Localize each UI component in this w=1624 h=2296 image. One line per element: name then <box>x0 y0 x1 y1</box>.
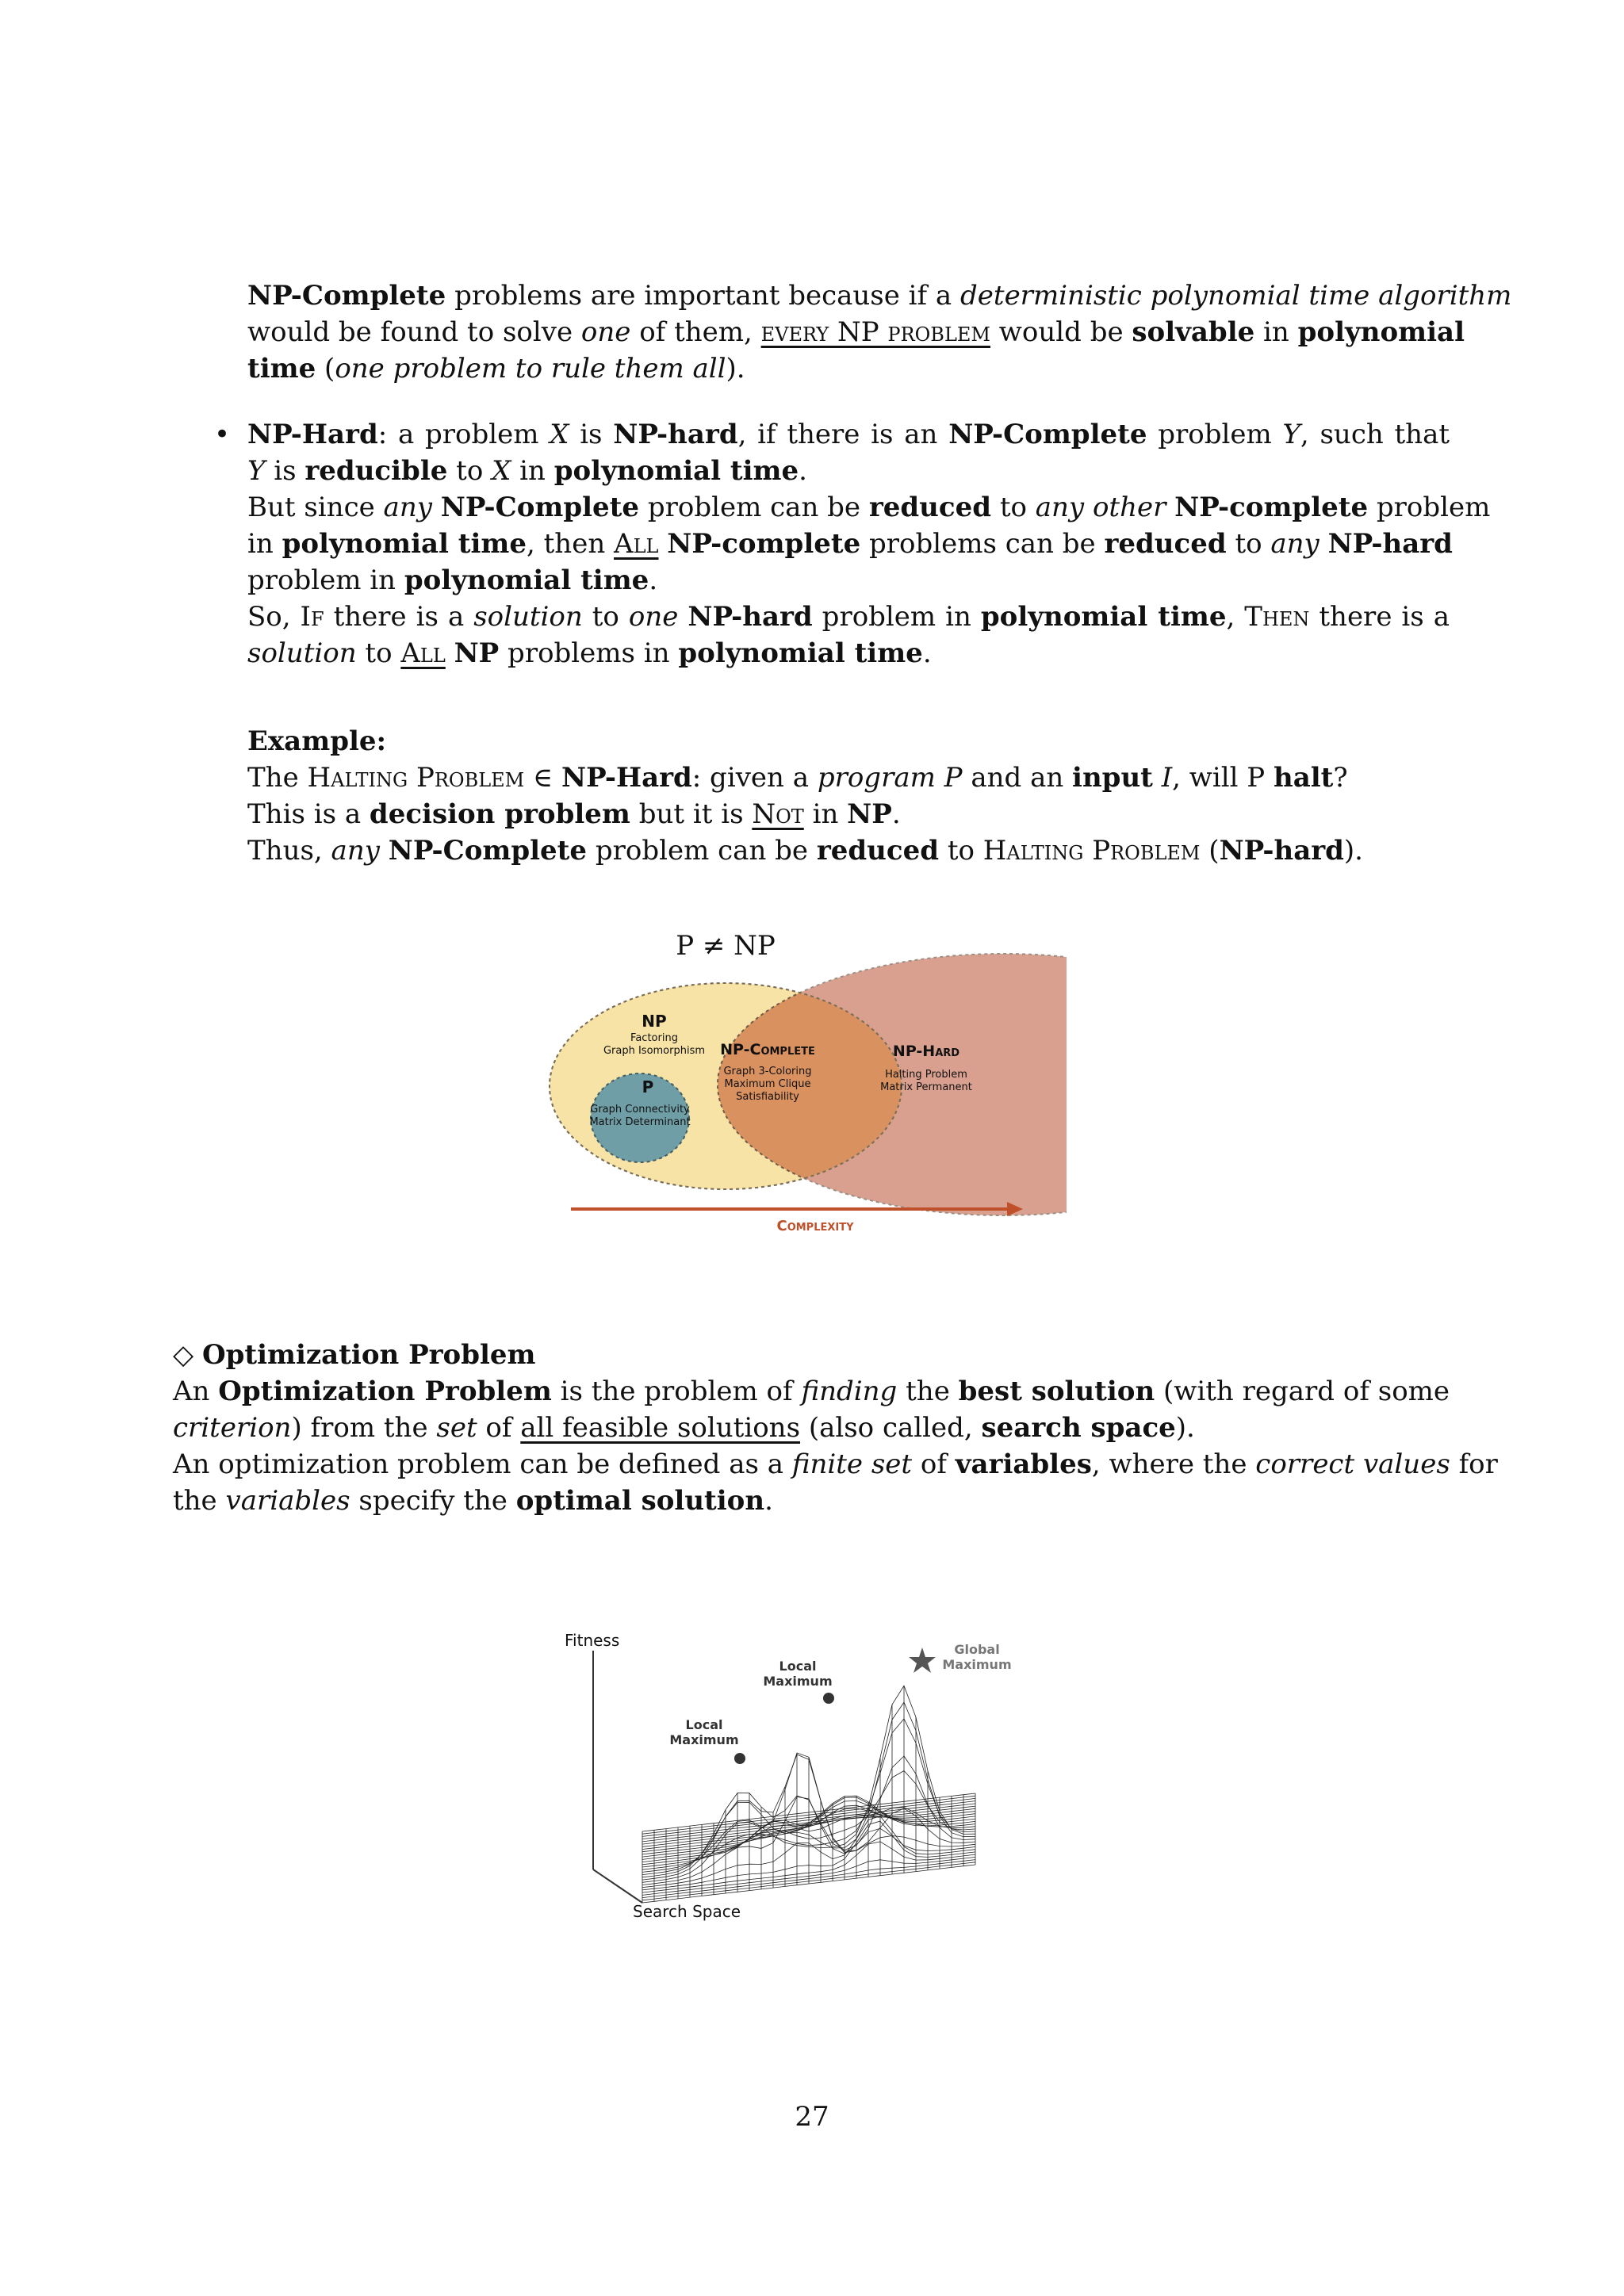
fitness-landscape-figure <box>555 1617 1063 1934</box>
nphard-line2: Y is reducible to X in polynomial time. <box>247 455 807 487</box>
complexity-label: Complexity <box>776 1218 854 1234</box>
bullet: • <box>214 419 231 450</box>
p-item-0: Graph Connectivity <box>590 1104 690 1115</box>
global-max-star-icon <box>909 1647 936 1673</box>
para1-line2: would be found to solve one of them, every NP problem would be solvable in polynomial <box>247 316 1465 348</box>
np-label: NP <box>642 1012 667 1031</box>
npc-item-2: Satisfiability <box>736 1091 799 1103</box>
opt-line1: An Optimization Problem is the problem of finding the best solution (with regard of some <box>173 1376 1450 1407</box>
p-label: P <box>642 1077 654 1096</box>
local-max-1-label-0: Local <box>685 1717 723 1732</box>
nph-label: NP-Hard <box>892 1043 960 1060</box>
venn-title: P ≠ NP <box>676 930 776 962</box>
global-max-label-0: Global <box>954 1642 1000 1657</box>
example-line2: This is a decision problem but it is Not in NP. <box>247 798 901 830</box>
local-max-1-label-1: Maximum <box>669 1732 739 1747</box>
nphard-line4: in polynomial time, then All NP-complete problems can be reduced to any NP-hard <box>247 528 1453 560</box>
example-line3: Thus, any NP-Complete problem can be reduced to Halting Problem (NP-hard). <box>247 835 1363 867</box>
nphard-line7: solution to All NP problems in polynomial time. <box>247 637 932 669</box>
search-space-label: Search Space <box>633 1902 741 1921</box>
complexity-venn-diagram <box>547 920 1086 1237</box>
example-heading: Example: <box>247 725 387 757</box>
local-max-2-marker <box>823 1693 834 1704</box>
local-max-2-label-1: Maximum <box>763 1674 833 1689</box>
local-max-1-marker <box>734 1753 745 1764</box>
local-max-2-label-0: Local <box>779 1659 817 1674</box>
opt-line3: An optimization problem can be defined as a finite set of variables, where the correct values for <box>173 1448 1498 1480</box>
nphard-line5: problem in polynomial time. <box>247 564 658 596</box>
fitness-label: Fitness <box>565 1631 620 1650</box>
opt-line2: criterion) from the set of all feasible solutions (also called, search space). <box>173 1412 1195 1444</box>
example-line1: The Halting Problem ∈ NP-Hard: given a program P and an input I, will P halt? <box>247 762 1348 794</box>
optimization-heading: ◇ Optimization Problem <box>173 1339 536 1371</box>
p-item-1: Matrix Determinant <box>589 1116 691 1128</box>
page-number: 27 <box>795 2101 829 2133</box>
nph-item-0: Halting Problem <box>885 1069 967 1081</box>
opt-line4: the variables specify the optimal solution. <box>173 1485 773 1517</box>
np-item-0: Factoring <box>630 1032 678 1044</box>
nphard-line1: NP-Hard: a problem X is NP-hard, if there is an NP-Complete problem Y, such that <box>247 419 1450 450</box>
global-max-label-1: Maximum <box>942 1657 1012 1672</box>
nphard-line3: But since any NP-Complete problem can be reduced to any other NP-complete problem <box>247 492 1491 523</box>
para1-line3: time (one problem to rule them all). <box>247 353 745 385</box>
base-axis <box>593 1869 642 1903</box>
npc-label: NP-Complete <box>720 1041 815 1058</box>
nphard-line6: So, If there is a solution to one NP-hard problem in polynomial time, Then there is a <box>247 601 1450 633</box>
para1-line1: NP-Complete problems are important because if a deterministic polynomial time algorithm <box>247 280 1512 312</box>
npc-item-0: Graph 3-Coloring <box>723 1066 812 1077</box>
np-item-1: Graph Isomorphism <box>603 1045 706 1057</box>
npc-item-1: Maximum Clique <box>724 1078 811 1090</box>
nph-item-1: Matrix Permanent <box>880 1081 972 1093</box>
